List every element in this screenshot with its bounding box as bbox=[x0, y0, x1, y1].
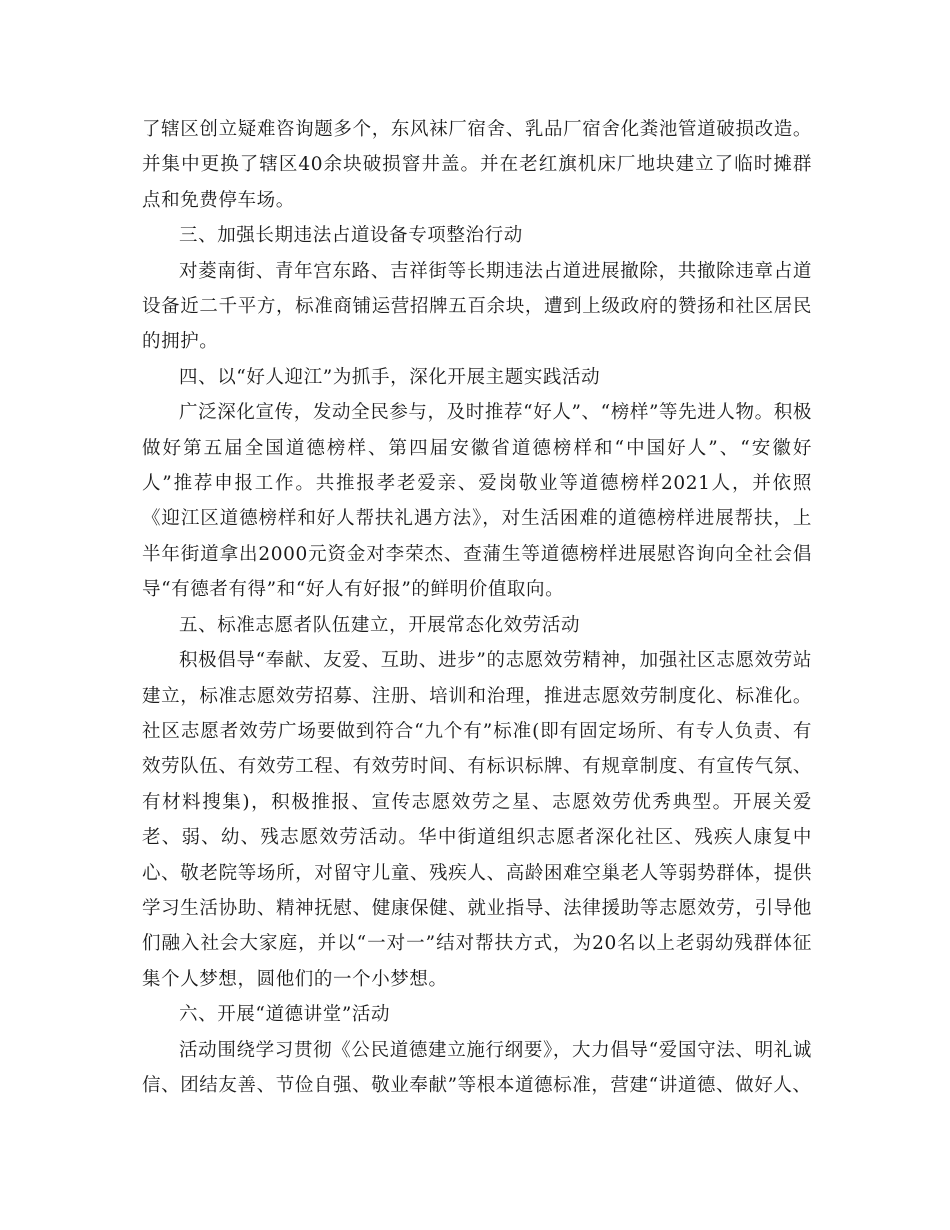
paragraph-section-5: 积极倡导“奉献、友爱、互助、进步”的志愿效劳精神，加强社区志愿效劳站建立，标准志愿效劳招募、注册、培训和治理，推进志愿效劳制度化、标准化。社区志愿者效劳广场要做到符合“九个有”标准(即有固定场所、有专人负责、有效劳队伍、有效劳工程、有效劳时间、有标识标牌、有规章制度、有宣传气氛、有材料搜集)，积极推报、宣传志愿效劳之星、志愿效劳优秀典型。开展关爱老、弱、幼、残志愿效劳活动。华中街道组织志愿者深化社区、残疾人康复中心、敬老院等场所，对留守儿童、残疾人、高龄困难空巢老人等弱势群体，提供学习生活协助、精神抚慰、健康保健、就业指导、法律援助等志愿效劳，引导他们融入社会大家庭，并以“一对一”结对帮扶方式，为20名以上老弱幼残群体征集个人梦想，圆他们的一个小梦想。 bbox=[142, 650, 812, 990]
section-heading-3: 三、加强长期违法占道设备专项整治行动 bbox=[179, 225, 523, 247]
section-heading-4: 四、以“好人迎江”为抓手，深化开展主题实践活动 bbox=[179, 366, 601, 388]
paragraph-section-4: 广泛深化宣传，发动全民参与，及时推荐“好人”、“榜样”等先进人物。积极做好第五届全国道德榜样、第四届安徽省道德榜样和“中国好人”、“安徽好人”推荐申报工作。共推报孝老爱亲、爱岗敬业等道德榜样2021人，并依照《迎江区道德榜样和好人帮扶礼遇方法》，对生活困难的道德榜样进展帮扶，上半年街道拿出2000元资金对李荣杰、查蒲生等道德榜样进展慰咨询向全社会倡导“有德者有得”和“好人有好报”的鲜明价值取向。 bbox=[142, 402, 812, 601]
section-heading-5: 五、标准志愿者队伍建立，开展常态化效劳活动 bbox=[179, 614, 581, 636]
section-heading-6: 六、开展“道德讲堂”活动 bbox=[179, 1004, 391, 1026]
paragraph-section-6: 活动围绕学习贯彻《公民道德建立施行纲要》，大力倡导“爱国守法、明礼诚信、团结友善、节俭自强、敬业奉献”等根本道德标准，营建“讲道德、做好人、 bbox=[142, 1039, 812, 1096]
paragraph-continuation: 了辖区创立疑难咨询题多个，东风袜厂宿舍、乳品厂宿舍化粪池管道破损改造。并集中更换了辖区40余块破损窨井盖。并在老红旗机床厂地块建立了临时摊群点和免费停车场。 bbox=[142, 119, 812, 211]
document-body bbox=[142, 112, 812, 1103]
paragraph-section-3: 对菱南街、青年宫东路、吉祥街等长期违法占道进展撤除，共撤除违章占道设备近二千平方，标准商铺运营招牌五百余块，遭到上级政府的赞扬和社区居民的拥护。 bbox=[142, 260, 812, 353]
